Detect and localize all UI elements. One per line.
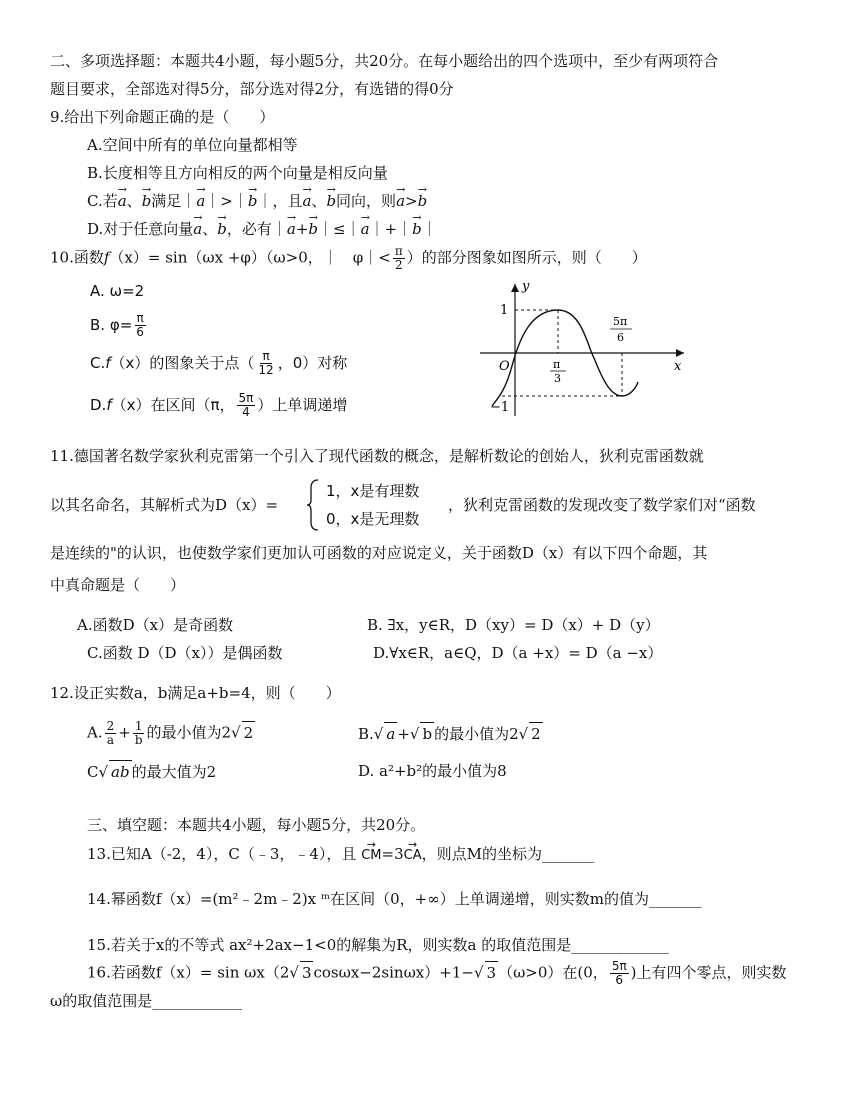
section3-header: 三、填空题：本题共4小题，每小题5分，共20分。 — [87, 816, 426, 834]
tick-pi3-den: 3 — [554, 372, 561, 385]
q11-option-c: C.函数 D（D（x））是偶函数 — [87, 644, 283, 662]
brace-icon — [306, 478, 320, 532]
section2-header-line1: 二、多项选择题：本题共4小题，每小题5分，共20分。在每小题给出的四个选项中，至少有两项符合 — [50, 52, 719, 70]
y-neg-one-label: −1 — [490, 400, 510, 415]
q12-option-d: D. a²+b²的最小值为8 — [358, 762, 507, 780]
q9-option-c: C.若→ a、→ b满足｜→ a｜>｜→ b｜，且→ a、→ b同向，则→ a>→ b — [87, 190, 427, 212]
q9-option-a: A.空间中所有的单位向量都相等 — [87, 136, 298, 154]
x-axis-arrow — [676, 349, 684, 357]
q12-option-c: C√ ab 的最大值为2 — [87, 760, 216, 783]
tick-5pi6-num: 5π — [613, 315, 628, 328]
q14: 14.幂函数f（x）=(m²﹣2m﹣2)x ᵐ在区间（0，+∞）上单调递增，则实数m的值为_______ — [87, 890, 702, 908]
q10-option-d: D.f（x）在区间（π， $\frac{5\pi}{4}$ ）上单调递增 — [90, 391, 348, 419]
q11-option-b: B. ∃x，y∈R，D（xy）= D（x）+ D（y） — [367, 616, 660, 634]
origin-label: O — [499, 359, 510, 374]
tick-5pi6-den: 6 — [617, 331, 624, 344]
q9-stem: 9.给出下列命题正确的是（ ） — [50, 108, 275, 126]
q11-option-d: D.∀x∈R，a∈Q，D（a +x）= D（a −x） — [373, 644, 663, 662]
q11-line1: 11.德国著名数学家狄利克雷第一个引入了现代函数的概念，是解析数论的创始人，狄利克雷函数就 — [50, 447, 704, 465]
q12-stem: 12.设正实数a，b满足a+b=4，则（ ） — [50, 684, 341, 702]
q11-line4: 中真命题是（ ） — [50, 576, 186, 594]
q10-sine-graph — [470, 278, 690, 418]
q9-option-d: D.对于任意向量→ a、→ b，必有｜→ a+→ b｜≤｜→ a｜+｜→ b｜ — [87, 218, 437, 240]
q11-line2-left: 以其名命名，其解析式为D（x）= — [50, 496, 279, 514]
q10-option-a: A. ω=2 — [90, 282, 145, 300]
q10-option-c: C.f（x）的图象关于点（ $\frac{\pi}{12}$ ，0）对称 — [90, 349, 348, 377]
section2-header-line2: 题目要求，全部选对得5分，部分选对得2分，有选错的得0分 — [50, 80, 454, 98]
q11-option-a: A.函数D（x）是奇函数 — [77, 616, 234, 634]
x-axis-label: x — [674, 359, 682, 374]
q10-option-b: B. φ= $\frac{\pi}{6}$ — [90, 311, 144, 339]
q11-line3: 是连续的"的认识，也使数学家们更加认可函数的对应说定义，关于函数D（x）有以下四个命题，其 — [50, 544, 708, 562]
q12-option-b: B.√ a +√ b 的最小值为2√ 2 — [358, 722, 543, 745]
y-axis-label: y — [522, 279, 530, 294]
q10-frac-pi-2: $\frac{\pi}{2}$ — [394, 244, 403, 272]
tick-pi3-num: π — [553, 358, 561, 371]
q12-option-a: A. $\frac{2}{a}$ + $\frac{1}{b}$ 的最小值为2√ 2 — [87, 719, 254, 747]
q10-stem: 10.函数f（x）= sin（ωx +φ）（ω>0，｜ φ｜< $\frac{\pi}{2}$ ）的部分图象如图所示，则（ ） — [50, 244, 647, 272]
q16-line2: ω的取值范围是____________ — [50, 992, 243, 1010]
q9-option-b: B.长度相等且方向相反的两个向量是相反向量 — [87, 164, 388, 182]
q16-line1: 16.若函数f（x）= sin ωx（2√ 3 cosωx−2sinωx）+1−√ 3 （ω>0）在(0， $\frac{5\pi}{6}$ )上有四个零点，则实数 — [87, 959, 787, 987]
q15: 15.若关于x的不等式 ax²+2ax−1<0的解集为R，则实数a 的取值范围是_____________ — [87, 936, 669, 954]
y-axis-arrow — [511, 284, 519, 292]
y-one-label: 1 — [500, 303, 509, 318]
q11-line2-right: ，狄利克雷函数的发现改变了数学家们对“函数 — [448, 496, 756, 514]
q13: 13.已知A（-2，4），C（﹣3，﹣4），且 → CM=3→ CA，则点M的坐标为_______ — [87, 843, 594, 867]
q11-piecewise: 1，x是有理数 0，x是无理数 — [306, 478, 446, 532]
